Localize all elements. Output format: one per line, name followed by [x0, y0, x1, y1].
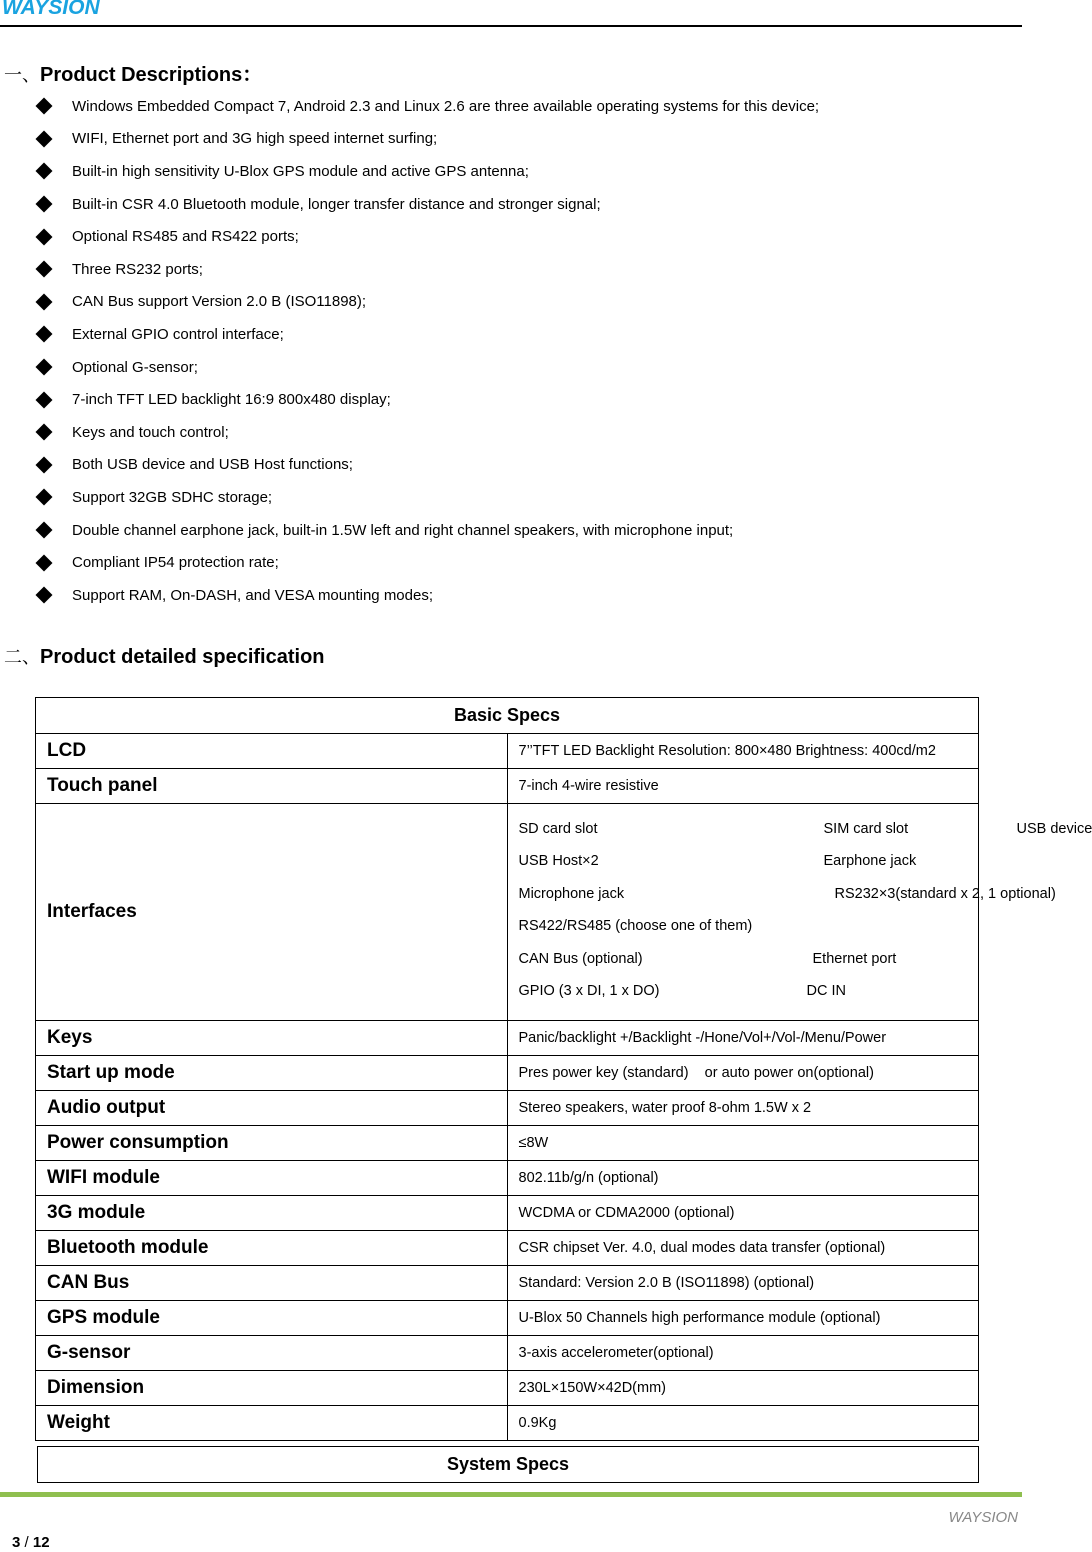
spec-label: G-sensor: [36, 1336, 508, 1371]
diamond-bullet-icon: [36, 293, 53, 310]
basic-specs-table: [35, 697, 1092, 1441]
section-title-specification: [4, 643, 325, 669]
table-row: [36, 1266, 979, 1301]
spec-label: Dimension: [36, 1371, 508, 1406]
table-row: [36, 1371, 979, 1406]
footer-divider: [0, 1492, 1022, 1497]
spec-value: 3-axis accelerometer(optional): [507, 1336, 979, 1371]
spec-value: Stereo speakers, water proof 8-ohm 1.5W x 2: [507, 1091, 979, 1126]
diamond-bullet-icon: [36, 587, 53, 604]
interface-line: RS422/RS485 (choose one of them): [518, 918, 753, 935]
spec-value: 230L×150W×42D(mm): [507, 1371, 979, 1406]
interface-line: CAN Bus (optional) Ethernet port: [518, 950, 897, 967]
table-row: [36, 769, 979, 804]
interface-line: GPIO (3 x DI, 1 x DO) DC IN: [518, 983, 846, 1000]
table-row: [36, 734, 979, 769]
spec-value: 7-inch 4-wire resistive: [507, 769, 979, 804]
table-row: [36, 1126, 979, 1161]
diamond-bullet-icon: [36, 359, 53, 376]
spec-label: Keys: [36, 1021, 508, 1056]
basic-specs-header: Basic Specs: [36, 698, 979, 734]
diamond-bullet-icon: [36, 196, 53, 213]
spec-label: Start up mode: [36, 1056, 508, 1091]
spec-value: U-Blox 50 Channels high performance module (optional): [507, 1301, 979, 1336]
list-item: Both USB device and USB Host functions;: [34, 449, 819, 482]
spec-value: 0.9Kg: [507, 1406, 979, 1441]
spec-label: Interfaces: [36, 804, 508, 1021]
spec-label: Bluetooth module: [36, 1231, 508, 1266]
list-item: Optional G-sensor;: [34, 351, 819, 384]
spec-label: Audio output: [36, 1091, 508, 1126]
list-item: WIFI, Ethernet port and 3G high speed internet surfing;: [34, 123, 819, 156]
section-title-text: Product Descriptions：: [40, 64, 263, 86]
section-title-text: Product detailed specification: [40, 646, 325, 668]
spec-label: GPS module: [36, 1301, 508, 1336]
diamond-bullet-icon: [36, 326, 53, 343]
spec-value: Panic/backlight +/Backlight -/Hone/Vol+/Vol-/Menu/Power: [507, 1021, 979, 1056]
spec-label: Weight: [36, 1406, 508, 1441]
spec-value: WCDMA or CDMA2000 (optional): [507, 1196, 979, 1231]
diamond-bullet-icon: [36, 228, 53, 245]
diamond-bullet-icon: [36, 554, 53, 571]
diamond-bullet-icon: [36, 522, 53, 539]
list-item: Windows Embedded Compact 7, Android 2.3 and Linux 2.6 are three available operating systems for this device;: [34, 90, 819, 123]
list-item: CAN Bus support Version 2.0 B (ISO11898);: [34, 286, 819, 319]
spec-value: CSR chipset Ver. 4.0, dual modes data transfer (optional): [507, 1231, 979, 1266]
table-row: [36, 1231, 979, 1266]
list-item: 7-inch TFT LED backlight 16:9 800x480 display;: [34, 383, 819, 416]
section-number: 一、: [4, 65, 40, 86]
table-row: [36, 804, 979, 1021]
diamond-bullet-icon: [36, 261, 53, 278]
list-item: Keys and touch control;: [34, 416, 819, 449]
spec-label: LCD: [36, 734, 508, 769]
list-item: Three RS232 ports;: [34, 253, 819, 286]
spec-label: 3G module: [36, 1196, 508, 1231]
interface-line: SD card slot SIM card slot USB device: [518, 820, 1092, 837]
spec-value: Standard: Version 2.0 B (ISO11898) (optional): [507, 1266, 979, 1301]
list-item: External GPIO control interface;: [34, 318, 819, 351]
diamond-bullet-icon: [36, 98, 53, 115]
spec-value: 802.11b/g/n (optional): [507, 1161, 979, 1196]
list-item: Compliant IP54 protection rate;: [34, 546, 819, 579]
interface-line: USB Host×2 Earphone jack: [518, 853, 917, 870]
list-item: Support RAM, On-DASH, and VESA mounting modes;: [34, 579, 819, 612]
spec-value: Pres power key (standard) or auto power on(optional): [507, 1056, 979, 1091]
list-item: Double channel earphone jack, built-in 1.5W left and right channel speakers, with microphone input;: [34, 514, 819, 547]
table-row: [36, 1301, 979, 1336]
footer-brand: WAYSION: [948, 1509, 1018, 1526]
diamond-bullet-icon: [36, 163, 53, 180]
spec-label: WIFI module: [36, 1161, 508, 1196]
page-number: 3 / 12: [12, 1534, 50, 1551]
interface-line: Microphone jack RS232×3(standard x 2, 1 optional): [518, 885, 1056, 902]
list-item: Support 32GB SDHC storage;: [34, 481, 819, 514]
table-row: [36, 1406, 979, 1441]
spec-value: ≤8W: [507, 1126, 979, 1161]
list-item: Built-in CSR 4.0 Bluetooth module, longer transfer distance and stronger signal;: [34, 188, 819, 221]
table-row: [36, 1091, 979, 1126]
spec-label: CAN Bus: [36, 1266, 508, 1301]
header-divider: [0, 25, 1022, 27]
spec-value: 7’’TFT LED Backlight Resolution: 800×480 Brightness: 400cd/m2: [507, 734, 979, 769]
list-item: Optional RS485 and RS422 ports;: [34, 220, 819, 253]
spec-label: Touch panel: [36, 769, 508, 804]
list-item: Built-in high sensitivity U-Blox GPS module and active GPS antenna;: [34, 155, 819, 188]
diamond-bullet-icon: [36, 424, 53, 441]
table-row: [36, 698, 979, 734]
section-title-descriptions: [4, 58, 262, 87]
section-number: 二、: [4, 647, 40, 668]
interfaces-value: [507, 804, 1092, 1021]
description-list: [34, 90, 819, 612]
diamond-bullet-icon: [36, 391, 53, 408]
diamond-bullet-icon: [36, 489, 53, 506]
system-specs-header: System Specs: [37, 1446, 979, 1483]
table-row: [36, 1021, 979, 1056]
diamond-bullet-icon: [36, 130, 53, 147]
header-brand-logo: WAYSION: [2, 0, 100, 19]
table-row: [36, 1336, 979, 1371]
diamond-bullet-icon: [36, 456, 53, 473]
table-row: [36, 1196, 979, 1231]
table-row: [36, 1056, 979, 1091]
table-row: [36, 1161, 979, 1196]
spec-label: Power consumption: [36, 1126, 508, 1161]
